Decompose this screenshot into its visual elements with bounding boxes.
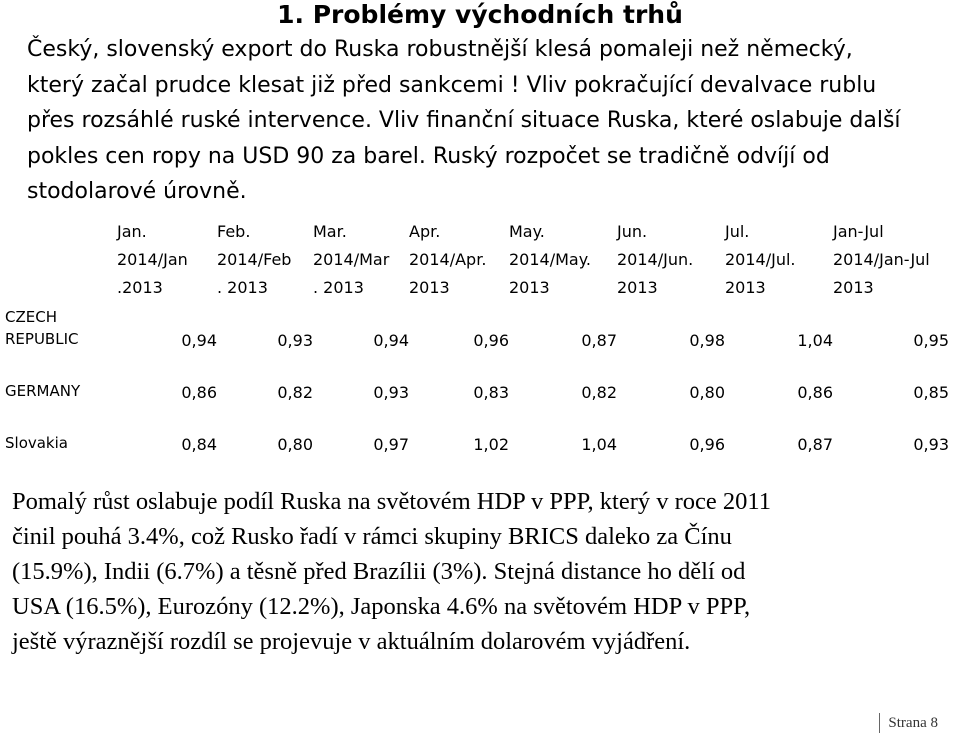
row-label: CZECH REPUBLIC [5,308,79,348]
table-cell: 0,85 [913,383,949,402]
footer-line: ještě výraznější rozdíl se projevuje v aktuálním dolarovém vyjádření. [12,628,691,655]
column-header: Jun. 2014/Jun. 2013 [617,222,694,297]
intro-line: přes rozsáhlé ruské intervence. Vliv finanční situace Ruska, které oslabuje další [27,108,901,133]
intro-paragraph [27,32,952,210]
intro-line: stodolarové úrovně. [27,179,247,204]
row-label: Slovakia [5,434,68,452]
table-cell: 1,02 [473,435,509,454]
table-cell: 0,82 [277,383,313,402]
table-cell: 0,93 [277,331,313,350]
column-header: Jan-Jul 2014/Jan-Jul 2013 [833,222,930,297]
table-cell: 1,04 [581,435,617,454]
page-number: Strana 8 [879,713,938,733]
column-header: Jan. 2014/Jan .2013 [117,222,188,297]
column-header: May. 2014/May. 2013 [509,222,591,297]
table-cell: 0,82 [581,383,617,402]
table-corner [5,212,117,302]
table-row [5,302,949,350]
table-cell: 1,04 [797,331,833,350]
row-label: GERMANY [5,382,81,400]
footer-paragraph [12,484,952,659]
column-header: Jul. 2014/Jul. 2013 [725,222,796,297]
slide-title: 1. Problémy východních trhů [277,0,683,29]
table-row [5,350,949,402]
table-cell: 0,86 [797,383,833,402]
footer-line: Pomalý růst oslabuje podíl Ruska na světovém HDP v PPP, který v roce 2011 [12,488,771,515]
table-cell: 0,86 [181,383,217,402]
table-cell: 0,94 [373,331,409,350]
footer-line: činil pouhá 3.4%, což Rusko řadí v rámci skupiny BRICS daleko za Čínu [12,523,732,550]
table-cell: 0,84 [181,435,217,454]
table-cell: 0,93 [913,435,949,454]
intro-line: Český, slovenský export do Ruska robustnější klesá pomaleji než německý, [27,37,853,62]
table-cell: 0,94 [181,331,217,350]
column-header: Feb. 2014/Feb . 2013 [217,222,292,297]
table-row [5,402,949,454]
table-cell: 0,97 [373,435,409,454]
table-cell: 0,96 [689,435,725,454]
footer-line: (15.9%), Indii (6.7%) a těsně před Brazílii (3%). Stejná distance ho dělí od [12,558,746,585]
table-cell: 0,95 [913,331,949,350]
table-cell: 0,80 [689,383,725,402]
table-header-row [5,212,949,302]
column-header: Apr. 2014/Apr. 2013 [409,222,487,297]
export-ratio-table [5,212,949,454]
column-header: Mar. 2014/Mar . 2013 [313,222,390,297]
table-cell: 0,98 [689,331,725,350]
table-cell: 0,93 [373,383,409,402]
table-cell: 0,87 [581,331,617,350]
intro-line: pokles cen ropy na USD 90 za barel. Ruský rozpočet se tradičně odvíjí od [27,143,830,169]
table-cell: 0,80 [277,435,313,454]
footer-line: USA (16.5%), Eurozóny (12.2%), Japonska 4.6% na světovém HDP v PPP, [12,593,751,620]
table-cell: 0,96 [473,331,509,350]
table-cell: 0,83 [473,383,509,402]
table-cell: 0,87 [797,435,833,454]
intro-line: který začal prudce klesat již před sankcemi ! Vliv pokračující devalvace rublu [27,72,877,98]
